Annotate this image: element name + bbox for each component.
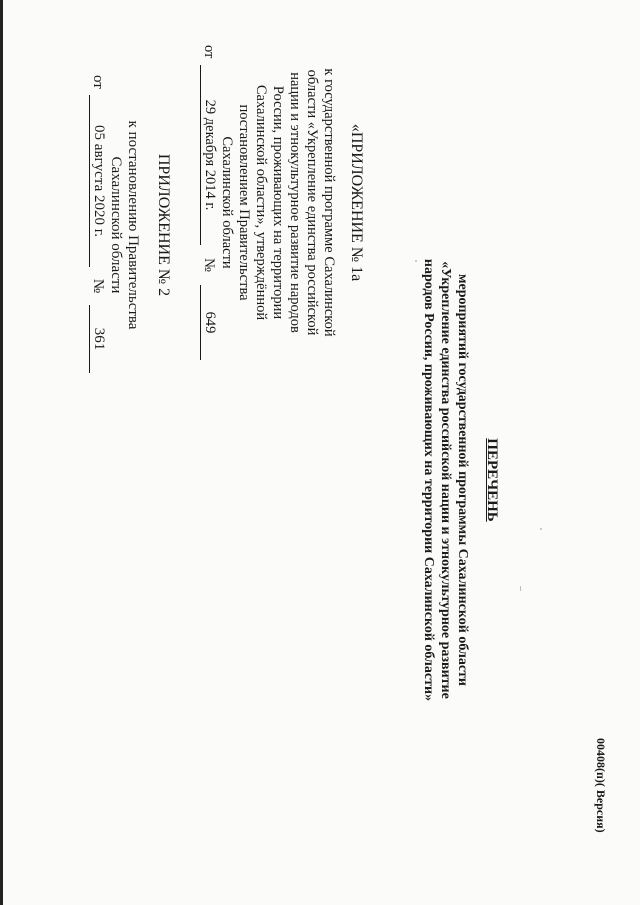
appendix-1a-no-label: № [201,258,217,272]
appendix-1a-line: Сахалинской области», утверждённой [253,84,269,321]
appendix-2-line-1: к постановлению Правительства [125,120,141,330]
appendix-2-number: 361 [89,305,107,373]
appendix-1a-line: нации и этнокультурное развитие народов [287,72,303,333]
list-line: «Укрепление единства российской нации и этнокультурное развитие [438,261,453,699]
appendix-2-date: 05 августа 2020 г. [89,95,107,267]
scan-speck [415,260,417,262]
appendix-1a-date: 29 декабря 2014 г. [200,65,218,245]
list-line: мероприятий государственной программы Сахалинской области [455,274,470,686]
appendix-2-from-label: от [90,75,106,89]
scan-speck [520,586,521,591]
list-line: народов России, проживающих на территории Сахалинской области» [421,258,436,702]
appendix-1a-line: области «Укрепление единства российской [304,69,320,336]
appendix-1a-date-row [200,45,218,360]
appendix-1a-line: к государственной программе Сахалинской [321,68,337,337]
list-title: ПЕРЕЧЕНЬ [484,438,500,522]
footer-code: 00408(п)( Версия) [594,738,608,833]
appendix-1a-line: постановлением Правительства [236,104,252,301]
list-block [420,200,500,760]
appendix-2-no-label: № [90,278,106,294]
appendix-2-block [89,75,172,375]
appendix-2-date-row [89,75,107,375]
appendix-2-line-2: Сахалинской области [108,156,124,294]
appendix-1a-number: 649 [200,285,218,360]
scan-speck [540,528,542,530]
scan-edge [0,0,3,905]
appendix-1a-title: «ПРИЛОЖЕНИЕ № 1а [348,123,365,282]
appendix-1a-block [200,45,365,360]
appendix-2-title: ПРИЛОЖЕНИЕ № 2 [155,153,172,297]
appendix-1a-line: России, проживающих на территории [270,85,286,320]
appendix-1a-from-label: от [201,45,217,59]
appendix-1a-line: Сахалинской области [219,136,235,269]
